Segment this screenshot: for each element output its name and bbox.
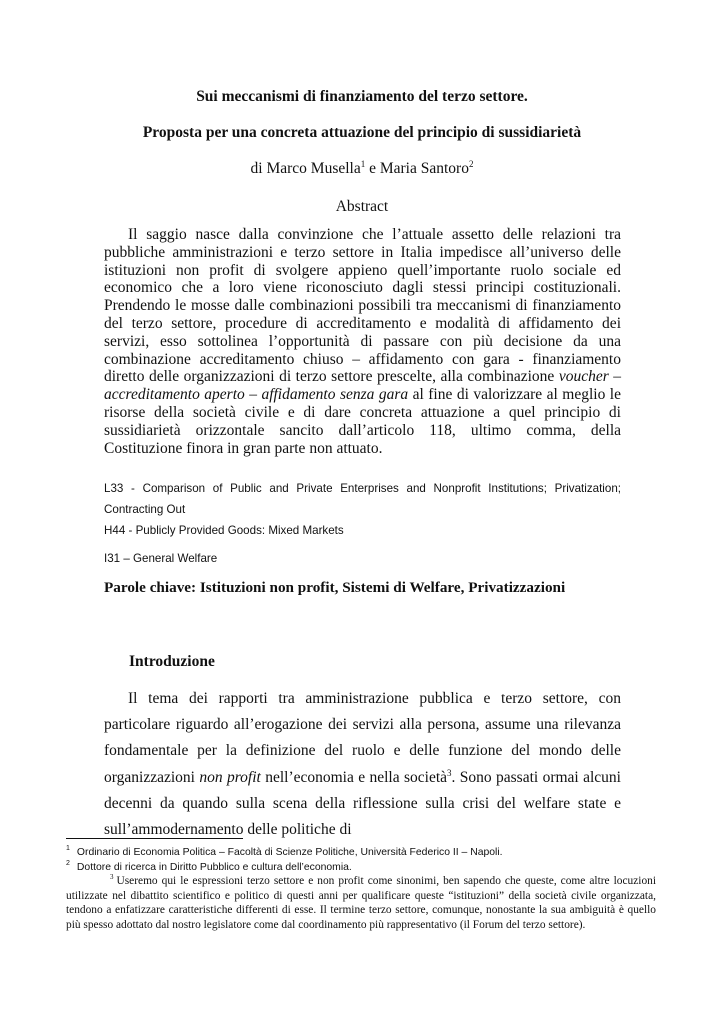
footnote-3-text: Useremo qui le espressioni terzo settore e non profit come sinonimi, ben sapendo che queste, come altre locuzioni utilizzate nel dibattito scientifico e politico di questi anni per qualificare queste “istituzioni” della società civile organizzata, tendono a enfatizzare caratteristiche differenti di esse. Il termine terzo settore, comunque, nonostante la sua ambiguità è quello più spesso adottato dal nostro legislatore come dal coordinamento più rappresentativo (il Forum del terzo settore). (66, 875, 656, 931)
author-names-1: di Marco Musella (250, 160, 361, 177)
footnote-2-mark: 2 (66, 860, 70, 867)
paper-title: Sui meccanismi di finanziamento del terzo settore. (196, 88, 528, 105)
introduction-heading: Introduzione (129, 653, 215, 670)
footnote-2 (66, 861, 626, 874)
introduction-paragraph (104, 686, 621, 843)
footnote-1 (66, 846, 626, 859)
footnote-3-mark: 3 (110, 873, 114, 881)
abstract-text-2: al fine di valorizzare al meglio le risorse della società civile e di dare concreta attuazione a quel principio di sussidiarietà orizzontale sancito dall’articolo 118, ultimo comma, della Costituzione finora in gran parte non attuato. (104, 386, 621, 457)
footnote-1-text: Ordinario di Economia Politica – Facoltà di Scienze Politiche, Università Federico II – Napoli. (76, 847, 503, 858)
footnote-2-text: Dottore di ricerca in Diritto Pubblico e cultura dell’economia. (76, 862, 352, 873)
jel-code-1: L33 - Comparison of Public and Private Enterprises and Nonprofit Institutions; Privatization; Contracting Out (104, 482, 621, 516)
intro-text-2: nell’economia e nella società (260, 768, 448, 786)
intro-italic: non profit (199, 768, 261, 786)
jel-code-3: I31 – General Welfare (104, 552, 218, 565)
intro-text-1: Il tema dei rapporti tra amministrazione pubblica e terzo settore, con particolare riguardo all’erogazione dei servizi alla persona, assume una rilevanza fondamentale per la definizione del ruolo e delle funzione del mondo delle organizzazioni (104, 690, 621, 786)
author-line (0, 160, 724, 178)
abstract-italic: voucher – accreditamento aperto – affidamento senza gara (104, 368, 622, 404)
abstract-heading: Abstract (335, 198, 389, 215)
jel-code-2: H44 - Publicly Provided Goods: Mixed Markets (104, 524, 344, 537)
intro-text-3: . Sono passati ormai alcuni decenni da quando sulla scena della riflessione sulla crisi del welfare state e sull’ammodernamento delle politiche di (104, 768, 621, 839)
paper-subtitle: Proposta per una concreta attuazione del principio di sussidiarietà (142, 124, 582, 141)
footnote-ref-3: 3 (447, 767, 452, 778)
footnote-ref-2: 2 (468, 159, 474, 169)
footnote-3 (66, 874, 656, 932)
abstract-paragraph (104, 226, 621, 457)
abstract-text-1: Il saggio nasce dalla convinzione che l’attuale assetto delle relazioni tra pubbliche amministrazioni e terzo settore in Italia impedisce all’universo delle istituzioni non profit di svolgere appieno quell’importante ruolo sociale ed economico che a loro viene riconosciuto dagli stessi principi costituzionali. Prendendo le mosse dalle combinazioni possibili tra meccanismi di finanziamento del terzo settore, procedure di accreditamento e modalità di affidamento dei servizi, esso sottolinea l’opportunità di passare con più decisione da una combinazione accreditamento chiuso – affidamento con gara - finanziamento diretto delle organizzazioni di terzo settore prescelte, alla combinazione (104, 226, 621, 386)
keywords: Parole chiave: Istituzioni non profit, Sistemi di Welfare, Privatizzazioni (104, 579, 566, 596)
author-names-2: e Maria Santoro (365, 160, 469, 177)
footnote-separator (66, 838, 243, 839)
footnote-1-mark: 1 (66, 845, 70, 852)
footnote-ref-1: 1 (360, 159, 366, 169)
